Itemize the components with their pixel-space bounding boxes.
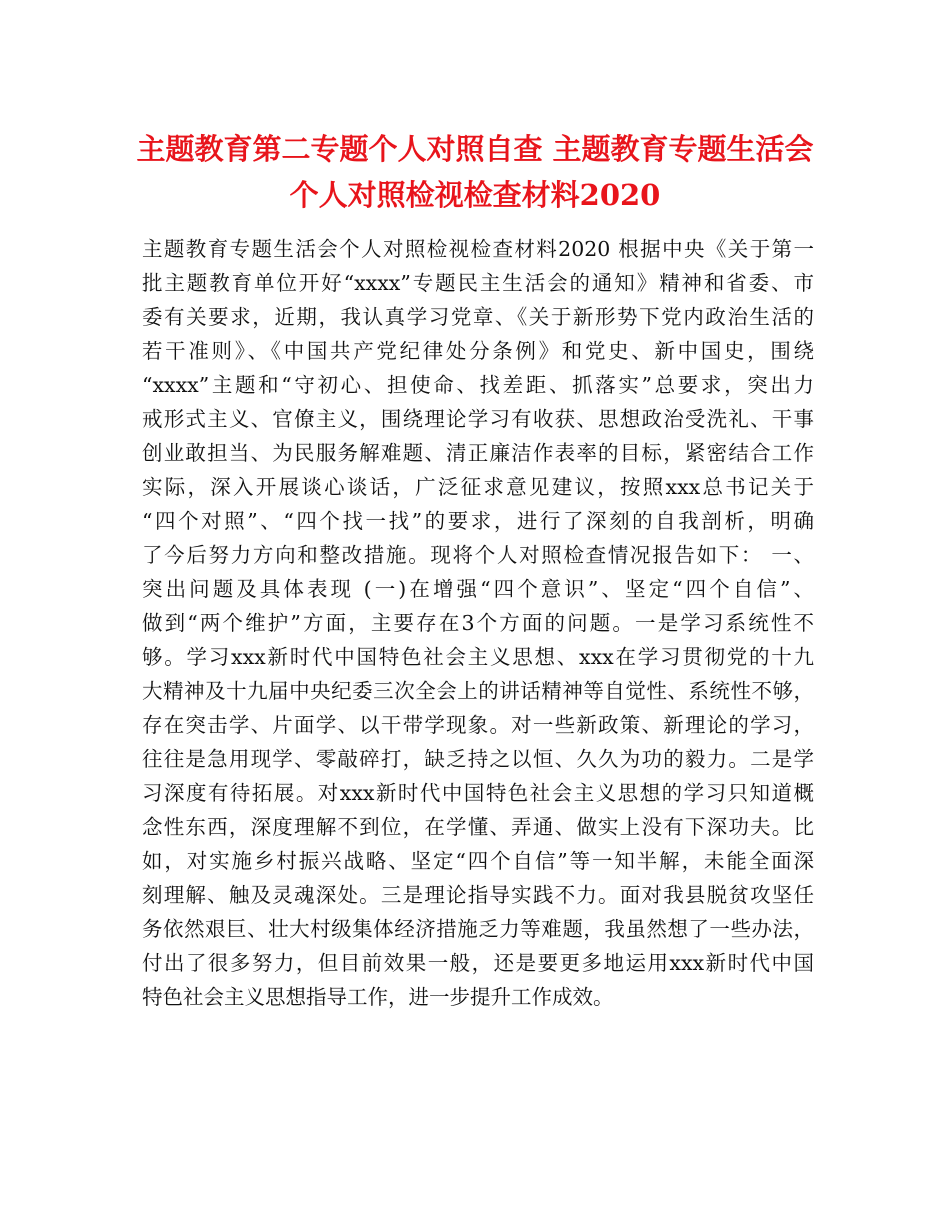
body-line: 批主题教育单位开好“xxxx”专题民主生活会的通知》精神和省委、市 (142, 271, 814, 295)
document-body (142, 232, 814, 1014)
body-line: 大精神及十九届中央纪委三次全会上的讲话精神等自觉性、系统性不够， (142, 679, 814, 703)
body-line: 了今后努力方向和整改措施。现将个人对照检查情况报告如下： 一、 (142, 543, 814, 567)
body-line: 付出了很多努力，但目前效果一般，还是要更多地运用xxx新时代中国 (142, 951, 814, 975)
body-line: “xxxx”主题和“守初心、担使命、找差距、抓落实”总要求，突出力 (142, 373, 814, 397)
body-line: 做到“两个维护”方面，主要存在3个方面的问题。一是学习系统性不 (142, 611, 814, 635)
document-title-line-2: 个人对照检视检查材料2020 (289, 178, 661, 212)
body-line: 存在突击学、片面学、以干带学现象。对一些新政策、新理论的学习， (142, 713, 814, 737)
body-line: 习深度有待拓展。对xxx新时代中国特色社会主义思想的学习只知道概 (142, 781, 814, 805)
body-line: 够。学习xxx新时代中国特色社会主义思想、xxx在学习贯彻党的十九 (142, 645, 814, 669)
body-line: 往往是急用现学、零敲碎打，缺乏持之以恒、久久为功的毅力。二是学 (142, 747, 814, 771)
body-line: 若干准则》、《中国共产党纪律处分条例》和党史、新中国史，围绕 (142, 339, 814, 363)
body-line: 戒形式主义、官僚主义，围绕理论学习有收获、思想政治受洗礼、干事 (142, 407, 814, 431)
body-line: 刻理解、触及灵魂深处。三是理论指导实践不力。面对我县脱贫攻坚任 (142, 883, 814, 907)
body-line: 务依然艰巨、壮大村级集体经济措施乏力等难题，我虽然想了一些办法， (142, 917, 814, 941)
body-line: 念性东西，深度理解不到位，在学懂、弄通、做实上没有下深功夫。比 (142, 815, 814, 839)
body-line: 创业敢担当、为民服务解难题、清正廉洁作表率的目标，紧密结合工作 (142, 441, 814, 465)
body-line: 主题教育专题生活会个人对照检视检查材料2020 根据中央《关于第一 (142, 237, 814, 261)
body-line: 委有关要求，近期，我认真学习党章、《关于新形势下党内政治生活的 (142, 305, 814, 329)
body-line: 特色社会主义思想指导工作，进一步提升工作成效。 (142, 985, 614, 1009)
body-line: 突出问题及具体表现 (一)在增强“四个意识”、坚定“四个自信”、 (142, 577, 814, 601)
body-line: 如，对实施乡村振兴战略、坚定“四个自信”等一知半解，未能全面深 (142, 849, 814, 873)
body-line: 实际，深入开展谈心谈话，广泛征求意见建议，按照xxx总书记关于 (142, 475, 814, 499)
body-line: “四个对照”、“四个找一找”的要求，进行了深刻的自我剖析，明确 (142, 509, 814, 533)
document-title-line-1: 主题教育第二专题个人对照自查 主题教育专题生活会 (136, 132, 814, 166)
